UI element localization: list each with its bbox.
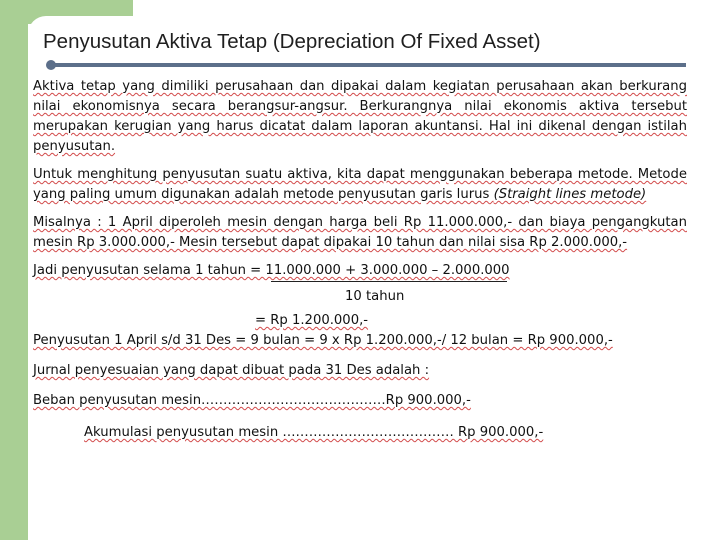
- slide-title: Penyusutan Aktiva Tetap (Depreciation Of Fixed Asset): [43, 30, 541, 53]
- fraction-bar: [271, 281, 507, 282]
- paragraph-method: [33, 165, 687, 205]
- sidebar-left-accent: [0, 0, 28, 540]
- paragraph-example: Misalnya : 1 April diperoleh mesin dengan harga beli Rp 11.000.000,- dan biaya pengangkutan mesin Rp 3.000.000,- Mesin tersebut dapat dipakai 10 tahun dan nilai sisa Rp 2.000.000,-: [33, 215, 687, 250]
- title-rule-line: [54, 63, 686, 67]
- paragraph-method-text: Untuk menghitung penyusutan suatu aktiva, kita dapat menggunakan beberapa metode. Metode yang paling umum digunakan adalah metode penyusutan garis lurus: [33, 167, 687, 202]
- journal-intro: Jurnal penyesuaian yang dapat dibuat pada 31 Des adalah :: [33, 363, 430, 378]
- journal-credit-line: Akumulasi penyusutan mesin ………………………………… Rp 900.000,-: [84, 425, 544, 440]
- calc-numerator-line: Jadi penyusutan selama 1 tahun = 11.000.000 + 3.000.000 – 2.000.000: [33, 263, 510, 278]
- slide-body: [33, 77, 687, 443]
- calc-result: = Rp 1.200.000,-: [255, 313, 369, 328]
- calc-period-line: Penyusutan 1 April s/d 31 Des = 9 bulan = 9 x Rp 1.200.000,-/ 12 bulan = Rp 900.000,-: [33, 333, 613, 348]
- spacer: [33, 381, 687, 391]
- spacer: [33, 351, 687, 361]
- calc-fraction: [33, 281, 687, 304]
- paragraph-method-italic: (Straight lines metode): [493, 187, 647, 202]
- calc-denominator: 10 tahun: [345, 289, 405, 304]
- journal-debit-line: Beban penyusutan mesin……………………………………Rp 900.000,-: [33, 393, 471, 408]
- paragraph-definition: Aktiva tetap yang dimiliki perusahaan dan dipakai dalam kegiatan perusahaan akan berkurang nilai ekonomisnya secara berangsur-angsur. Berkurangnya nilai ekonomis aktiva tersebut merupakan kerugian yang harus dicatat dalam laporan akuntansi. Hal ini dikenal dengan istilah penyusutan.: [33, 79, 687, 154]
